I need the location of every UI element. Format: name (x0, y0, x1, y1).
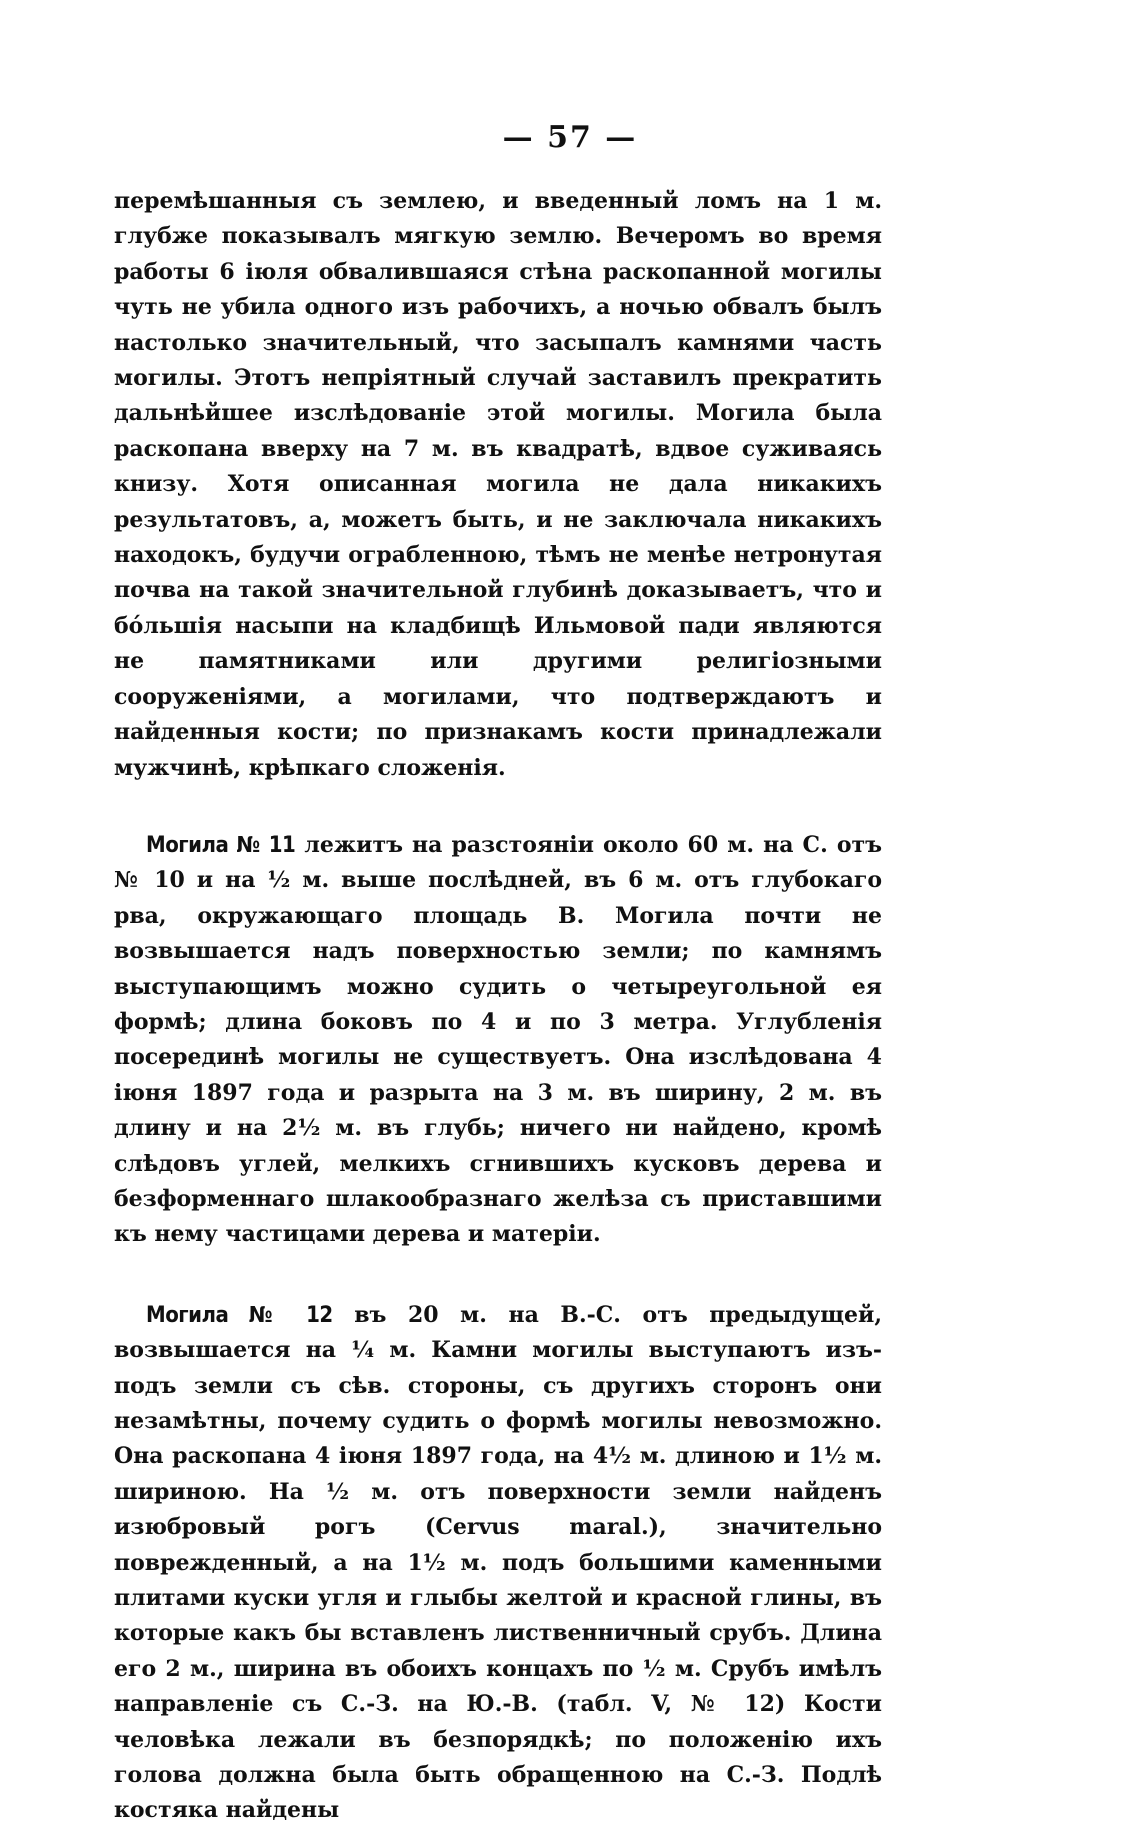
paragraph-grave-12 (114, 1298, 882, 1829)
paragraph-text: перемѣшанныя съ землею, и введенный ломъ на 1 м. глубже показывалъ мягкую землю. Вечеромъ во время работы 6 іюля обвалившаяся стѣна раскопанной могилы чуть не убила одного изъ рабочихъ, а ночью обвалъ былъ настолько значительный, что засыпалъ камнями часть могилы. Этотъ непріятный случай заставилъ прекратить дальнѣйшее изслѣдованіе этой могилы. Могила была раскопана вверху на 7 м. въ квадратѣ, вдвое суживаясь книзу. Хотя описанная могила не дала никакихъ результатовъ, а, можетъ быть, и не заключала никакихъ находокъ, будучи ограбленною, тѣмъ не менѣе нетронутая почва на такой значительной глубинѣ доказываетъ, что и бо́льшія насыпи на кладбищѣ Ильмовой пади являются не памятниками или другими религіозными сооруженіями, а могилами, что подтверждаютъ и найденныя кости; по признакамъ кости принадлежали мужчинѣ, крѣпкаго сложенія. (114, 188, 882, 781)
paragraph-grave-11 (114, 828, 882, 1253)
body-text (114, 184, 882, 1829)
grave-12-heading: Могила № 12 (146, 1302, 333, 1328)
paragraph-text: въ 20 м. на В.-С. отъ предыдущей, возвышается на ¼ м. Камни могилы выступаютъ изъ-подъ земли съ сѣв. стороны, съ другихъ сторонъ они незамѣтны, почему судить о формѣ могилы невозможно. Она раскопана 4 іюня 1897 года, на 4½ м. длиною и 1½ м. шириною. На ½ м. отъ поверхности земли найденъ изюбровый рогъ (Cervus maral.), значительно поврежденный, а на 1½ м. подъ большими каменными плитами куски угля и глыбы желтой и красной глины, въ которые какъ бы вставленъ лиственничный срубъ. Длина его 2 м., ширина въ обоихъ концахъ по ½ м. Срубъ имѣлъ направленіе съ С.-З. на Ю.-В. (табл. V, № 12) Кости человѣка лежали въ безпорядкѣ; по положенію ихъ голова должна была быть обращенною на С.-З. Подлѣ костяка найдены (114, 1301, 882, 1824)
paragraph-text: лежитъ на разстояніи около 60 м. на С. отъ № 10 и на ½ м. выше послѣдней, въ 6 м. отъ глубокаго рва, окружающаго площадь В. Могила почти не возвышается надъ поверхностью земли; по камнямъ выступающимъ можно судить о четыреугольной ея формѣ; длина боковъ по 4 и по 3 метра. Углубленія посерединѣ могилы не существуетъ. Она изслѣдована 4 іюня 1897 года и разрыта на 3 м. въ ширину, 2 м. въ длину и на 2½ м. въ глубь; ничего ни найдено, кромѣ слѣдовъ углей, мелкихъ сгнившихъ кусковъ дерева и безформеннаго шлакообразнаго желѣза съ приставшими къ нему частицами дерева и матеріи. (114, 831, 882, 1248)
paragraph-continuation (114, 184, 882, 786)
page-number: — 57 — (502, 120, 638, 155)
grave-11-heading: Могила № 11 (146, 832, 296, 858)
